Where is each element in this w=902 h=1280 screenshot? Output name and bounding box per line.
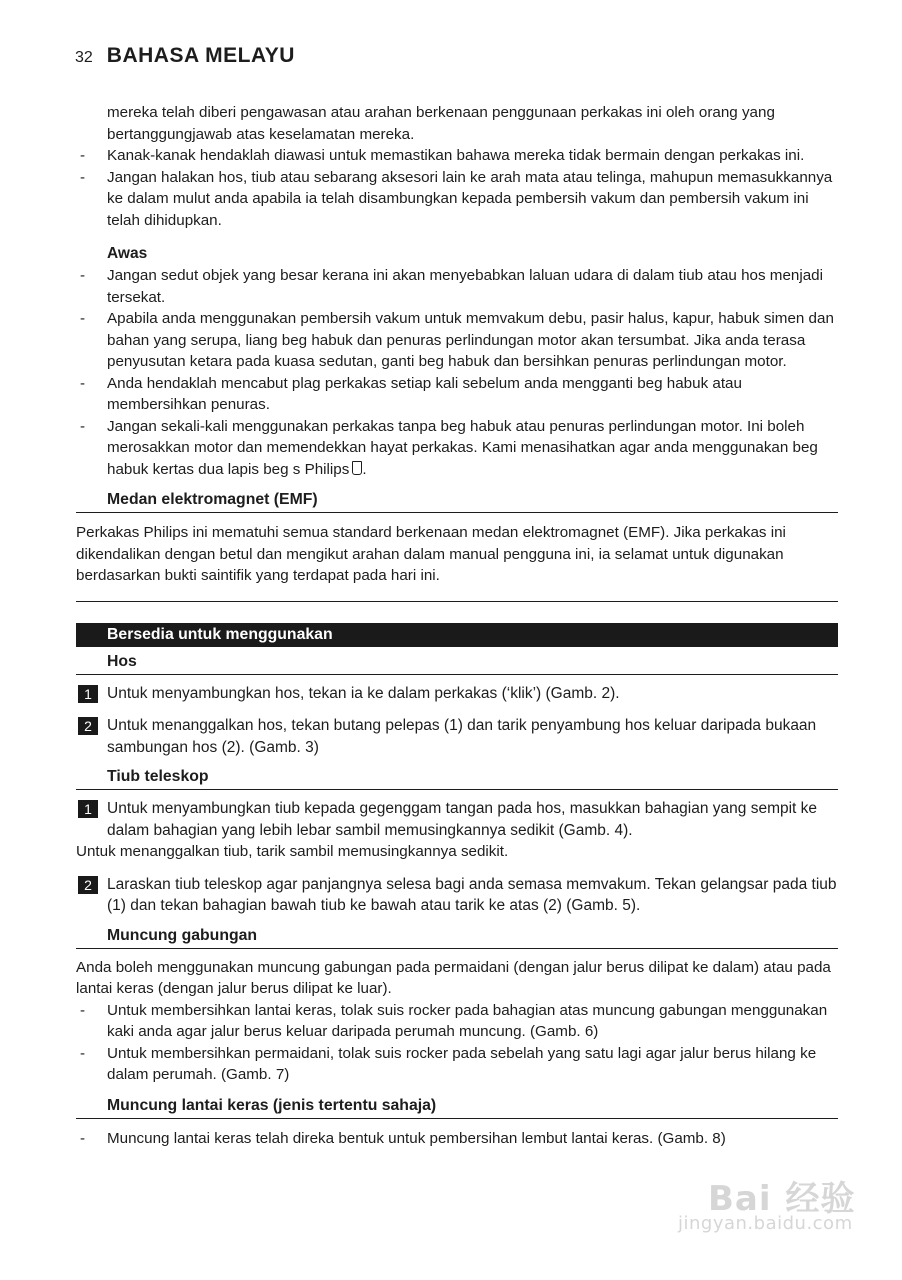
step-number-badge: 2 bbox=[78, 876, 98, 894]
step-item: 1 Untuk menyambungkan tiub kepada gegenggam tangan pada hos, masukkan bahagian yang sempit ke dalam bahagian yang lebih lebar sambil memusingkannya sedikit (Gamb. 4). bbox=[76, 798, 838, 841]
step-number-badge: 1 bbox=[78, 685, 98, 703]
bullet-item: - Apabila anda menggunakan pembersih vakum untuk memvakum debu, pasir halus, kapur, habuk simen dan bahan yang serupa, liang beg habuk dan penuras perlindungan motor akan tersumbat. Jika anda terasa penyusutan ketara pada kuasa sedutan, ganti beg habuk dan bersihkan penuras perlindungan motor. bbox=[80, 310, 834, 370]
muncung-paragraph: Anda boleh menggunakan muncung gabungan pada permaidani (dengan jalur berus dilipat ke dalam) atau pada lantai keras (dengan jalur berus dilipat ke luar). bbox=[76, 958, 831, 997]
lantai-heading: Muncung lantai keras (jenis tertentu sahaja) bbox=[76, 1095, 838, 1119]
step-item: 1 Untuk menyambungkan hos, tekan ia ke dalam perkakas (‘klik’) (Gamb. 2). bbox=[76, 683, 838, 705]
awas-heading: Awas bbox=[107, 245, 148, 262]
bullet-item: - Jangan sekali-kali menggunakan perkakas tanpa beg habuk atau penuras perlindungan motor. Ini boleh merosakkan motor dan memendekkan hayat perkakas. Kami menasihatkan agar anda menggunakan beg habuk kertas dua lapis beg s Philips . bbox=[80, 417, 818, 478]
muncung-heading: Muncung gabungan bbox=[76, 925, 838, 949]
section-divider bbox=[76, 601, 838, 602]
baidu-watermark bbox=[668, 1163, 868, 1273]
bullet-item: - Jangan sedut objek yang besar kerana ini akan menyebabkan laluan udara di dalam tiub atau hos menjadi tersekat. bbox=[80, 267, 823, 306]
page-number: 32 bbox=[75, 49, 93, 66]
watermark-brand: Bai 经验 bbox=[708, 1179, 856, 1219]
dust-bag-icon bbox=[352, 461, 362, 475]
emf-paragraph: Perkakas Philips ini mematuhi semua standard berkenaan medan elektromagnet (EMF). Jika perkakas ini dikendalikan dengan betul dan mengikut arahan dalam manual pengguna ini, ia selamat untuk digunakan berdasarkan bukti saintifik yang terdapat pada hari ini. bbox=[76, 524, 786, 584]
page-header bbox=[75, 44, 295, 72]
bullet-item: - Muncung lantai keras telah direka bentuk untuk pembersihan lembut lantai keras. (Gamb. 8) bbox=[80, 1129, 726, 1147]
hos-heading: Hos bbox=[76, 651, 838, 675]
page-content bbox=[76, 102, 838, 1149]
step-number-badge: 1 bbox=[78, 800, 98, 818]
note-paragraph: Untuk menanggalkan tiub, tarik sambil memusingkannya sedikit. bbox=[76, 843, 509, 860]
watermark-url: jingyan.baidu.com bbox=[678, 1213, 853, 1234]
bullet-item: - Anda hendaklah mencabut plag perkakas setiap kali sebelum anda mengganti beg habuk atau membersihkan penuras. bbox=[80, 374, 742, 413]
emf-heading: Medan elektromagnet (EMF) bbox=[76, 489, 838, 513]
tiub-heading: Tiub teleskop bbox=[76, 766, 838, 790]
language-title: BAHASA MELAYU bbox=[106, 44, 295, 67]
section-title-bar: Bersedia untuk menggunakan bbox=[76, 623, 838, 647]
step-number-badge: 2 bbox=[78, 717, 98, 735]
bullet-item: - Untuk membersihkan lantai keras, tolak suis rocker pada bahagian atas muncung gabungan menggunakan kaki anda agar jalur berus keluar daripada perumah muncung. (Gamb. 6) bbox=[80, 1001, 828, 1040]
step-item: 2 Laraskan tiub teleskop agar panjangnya selesa bagi anda semasa memvakum. Tekan gelangsar pada tiub (1) dan tekan bahagian bawah tiub ke bawah atau tarik ke atas (2) (Gamb. 5). bbox=[76, 874, 838, 917]
bullet-item: - Jangan halakan hos, tiub atau sebarang aksesori lain ke arah mata atau telinga, mahupun memasukkannya ke dalam mulut anda apabila ia telah disambungkan kepada pembersih vakum dan pembersih vakum ini telah dihidupkan. bbox=[80, 168, 833, 229]
bullet-item: - Kanak-kanak hendaklah diawasi untuk memastikan bahawa mereka tidak bermain dengan perkakas ini. bbox=[80, 147, 805, 164]
continued-paragraph: mereka telah diberi pengawasan atau arahan berkenaan penggunaan perkakas ini oleh orang yang bertanggungjawab atas keselamatan mereka. bbox=[107, 104, 775, 143]
step-item: 2 Untuk menanggalkan hos, tekan butang pelepas (1) dan tarik penyambung hos keluar daripada bukaan sambungan hos (2). (Gamb. 3) bbox=[76, 715, 838, 758]
bullet-item: - Untuk membersihkan permaidani, tolak suis rocker pada sebelah yang satu lagi agar jalur berus hilang ke dalam perumah. (Gamb. 7) bbox=[80, 1044, 817, 1083]
